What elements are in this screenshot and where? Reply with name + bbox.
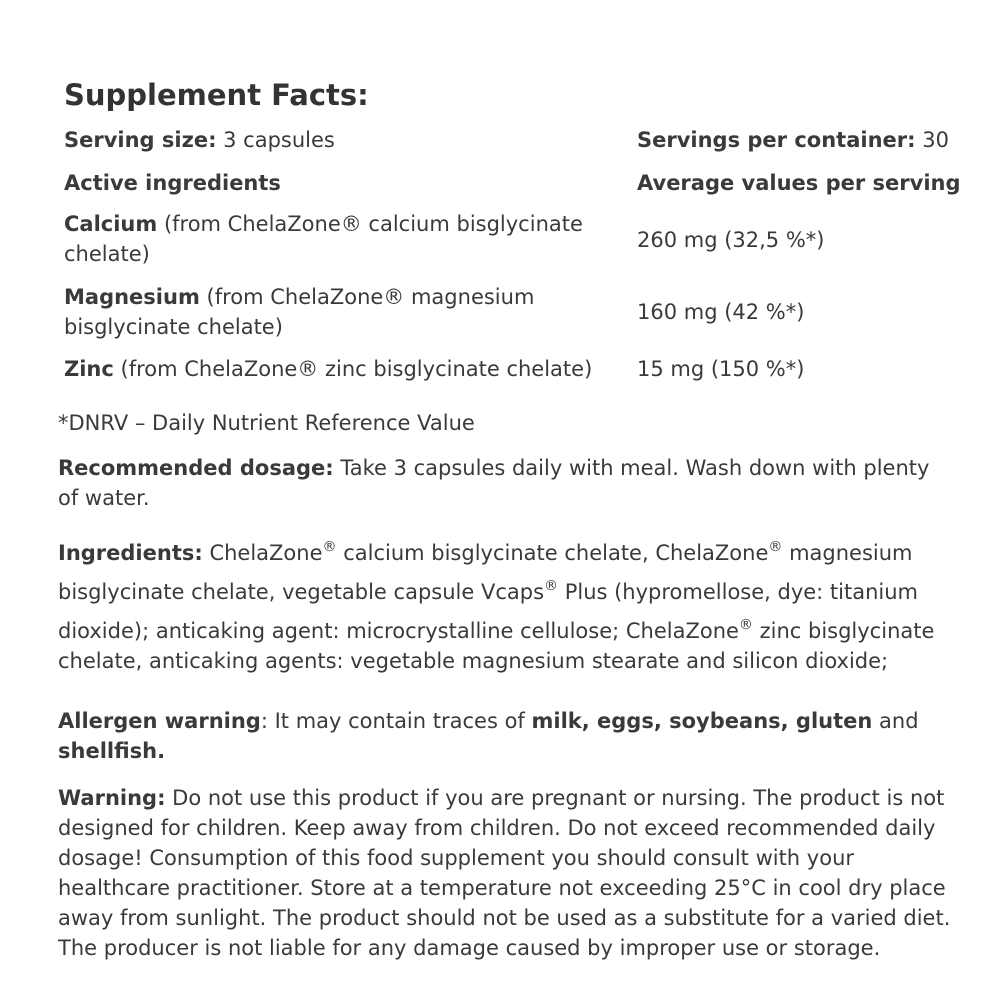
- ingredient-source: (from ChelaZone® zinc bisglycinate chelate): [113, 357, 593, 381]
- ingredients-text: dioxide); anticaking agent: microcrystalline cellulose; ChelaZone: [58, 619, 739, 643]
- ingredients-line-2: [58, 577, 918, 607]
- dosage-label: Recommended dosage:: [58, 456, 334, 480]
- ingredients-line-3: [58, 616, 934, 646]
- warning-text: Do not use this product if you are pregnant or nursing. The product is not: [165, 786, 945, 810]
- ingredients-label: Ingredients:: [58, 541, 203, 565]
- ingredient-amount: 15 mg (150 %*): [637, 357, 805, 381]
- dosage-text: Take 3 capsules daily with meal. Wash down with plenty: [333, 456, 930, 480]
- registered-mark: ®: [544, 578, 559, 594]
- allergen-label: Allergen warning: [58, 709, 261, 733]
- ingredient-amount: 160 mg (42 %*): [637, 300, 805, 324]
- warning-line-1: [58, 783, 944, 813]
- allergen-text: : It may contain traces of: [260, 709, 532, 733]
- ingredient-source-cont: chelate): [64, 242, 150, 266]
- ingredient-name: Zinc: [64, 357, 114, 381]
- page-title: Supplement Facts:: [64, 78, 369, 112]
- warning-line-6: The producer is not liable for any damage caused by improper use or storage.: [58, 936, 881, 960]
- serving-size-label: Serving size:: [64, 128, 217, 152]
- servings-per-container: [637, 125, 949, 155]
- allergen-text: and: [872, 709, 919, 733]
- registered-mark: ®: [738, 617, 753, 633]
- ingredients-text: ChelaZone: [202, 541, 323, 565]
- ingredients-text: calcium bisglycinate chelate, ChelaZone: [336, 541, 769, 565]
- allergen-line-2: shellfish.: [58, 739, 166, 763]
- serving-size-value: 3 capsules: [216, 128, 335, 152]
- table-row-zinc-source: [64, 354, 592, 384]
- dosage-line-1: [58, 453, 929, 483]
- registered-mark: ®: [768, 539, 783, 555]
- servings-label: Servings per container:: [637, 128, 916, 152]
- warning-line-4: healthcare practitioner. Store at a temperature not exceeding 25°C in cool dry place: [58, 876, 946, 900]
- allergen-list: milk, eggs, soybeans, gluten: [531, 709, 873, 733]
- column-header-values: Average values per serving: [637, 171, 961, 195]
- registered-mark: ®: [322, 539, 337, 555]
- warning-line-5: away from sunlight. The product should not be used as a substitute for a varied diet.: [58, 906, 951, 930]
- dosage-line-2: of water.: [58, 486, 150, 510]
- warning-line-3: dosage! Consumption of this food supplement you should consult with your: [58, 846, 855, 870]
- ingredients-text: magnesium: [782, 541, 913, 565]
- footnote: *DNRV – Daily Nutrient Reference Value: [58, 411, 475, 435]
- warning-label: Warning:: [58, 786, 166, 810]
- ingredient-name: Magnesium: [64, 285, 200, 309]
- servings-value: 30: [915, 128, 949, 152]
- column-header-ingredients: Active ingredients: [64, 171, 281, 195]
- table-row-calcium-source: [64, 209, 583, 239]
- serving-size: [64, 125, 335, 155]
- ingredient-source: (from ChelaZone® calcium bisglycinate: [157, 212, 583, 236]
- ingredients-text: Plus (hypromellose, dye: titanium: [558, 580, 919, 604]
- warning-line-2: designed for children. Keep away from children. Do not exceed recommended daily: [58, 816, 936, 840]
- table-row-magnesium-source: [64, 282, 534, 312]
- ingredients-line-1: [58, 538, 913, 568]
- ingredient-source: (from ChelaZone® magnesium: [199, 285, 535, 309]
- ingredient-name: Calcium: [64, 212, 158, 236]
- ingredients-text: bisglycinate chelate, vegetable capsule Vcaps: [58, 580, 545, 604]
- allergen-line-1: [58, 706, 919, 736]
- ingredients-line-4: chelate, anticaking agents: vegetable magnesium stearate and silicon dioxide;: [58, 649, 889, 673]
- ingredient-amount: 260 mg (32,5 %*): [637, 228, 825, 252]
- ingredients-text: zinc bisglycinate: [752, 619, 935, 643]
- ingredient-source-cont: bisglycinate chelate): [64, 315, 283, 339]
